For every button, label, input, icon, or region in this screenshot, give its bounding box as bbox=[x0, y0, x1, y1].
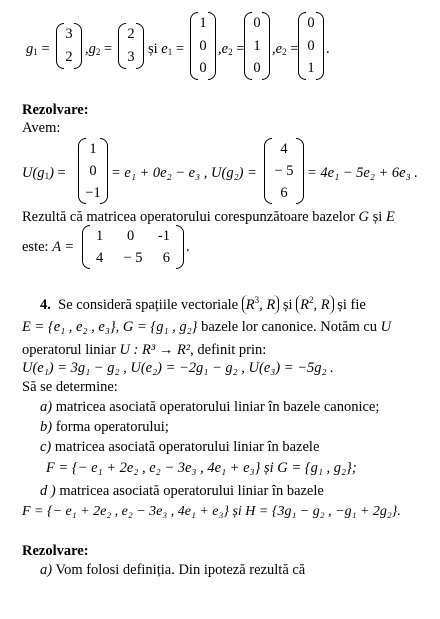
matrix-a: 1 0 -1 4 − 5 6 bbox=[82, 225, 184, 269]
e2-vector: 0 1 0 bbox=[244, 12, 270, 80]
u-g1-vector: 1 0 −1 bbox=[78, 138, 108, 204]
e3-vector: 0 0 1 bbox=[298, 12, 324, 80]
problem-4-line4: U(e₁) = 3g₁ − g₂ , U(e₂) = −2g₁ − g₂ , U(e₃) = −5g₂ . bbox=[22, 360, 334, 376]
u-g2-vector: 4 − 5 6 bbox=[264, 138, 304, 204]
e1-label: și $e_1$ = bbox=[148, 41, 185, 57]
g2-label: $,g_2$ = bbox=[85, 41, 113, 57]
item-d: d ) matricea asociată operatorului liniar în bazele bbox=[40, 483, 324, 499]
item-c: c) matricea asociată operatorului liniar în bazele bbox=[40, 439, 320, 455]
item-c-bases: F = {− e₁ + 2e₂ , e₂ − 3e₃ , 4e₁ + e₃} și G = {g₁ , g₂}; bbox=[46, 460, 357, 476]
rezolvare-heading-2: Rezolvare: bbox=[22, 543, 89, 559]
problem-4-line1: 4. Se consideră spațiile vectoriale $R^3$, R și $R^2$, R și fie bbox=[40, 295, 366, 313]
item-d-bases: F = {− e₁ + 2e₂ , e₂ − 3e₃ , 4e₁ + e₃} și H = {3g₁ − g₂ , −g₁ + 2g₂}. bbox=[22, 504, 401, 519]
g2-vector: 2 3 bbox=[118, 23, 144, 69]
problem-4-line2: E = {e₁ , e₂ , e₃}, G = {g₁ , g₂} bazele lor canonice. Notăm cu U bbox=[22, 319, 392, 335]
u-g1-expansion: = e₁ + 0e₂ − e₃ , U(g₂) = bbox=[111, 165, 257, 181]
e2-label: $,e_2$ = bbox=[218, 41, 245, 57]
g1-label: $g_1$ = bbox=[26, 41, 50, 57]
g1-vector: 3 2 bbox=[56, 23, 82, 69]
problem-4-line3: operatorul liniar U : R³ → R², definit prin: bbox=[22, 342, 267, 358]
period: . bbox=[186, 239, 190, 255]
solution-a: a) Vom folosi definiția. Din ipoteză rezultă că bbox=[40, 562, 306, 578]
rezolvare-heading: Rezolvare: bbox=[22, 102, 89, 118]
item-a: a) matricea asociată operatorului liniar în bazele canonice; bbox=[40, 399, 380, 415]
problem-4-line5: Să se determine: bbox=[22, 379, 118, 395]
u-g2-expansion: = 4e₁ − 5e₂ + 6e₃ . bbox=[307, 165, 418, 181]
avem-text: Avem: bbox=[22, 120, 61, 136]
e3-label: $,e_2$ = bbox=[272, 41, 299, 57]
e1-vector: 1 0 0 bbox=[190, 12, 216, 80]
item-b: b) forma operatorului; bbox=[40, 419, 169, 435]
este-label: este: A = bbox=[22, 239, 75, 255]
u-g1-lhs: $U(g_1)$ = bbox=[22, 165, 66, 181]
period: . bbox=[326, 41, 330, 57]
result-line: Rezultă că matricea operatorului corespunzătoare bazelor G și E bbox=[22, 209, 395, 225]
